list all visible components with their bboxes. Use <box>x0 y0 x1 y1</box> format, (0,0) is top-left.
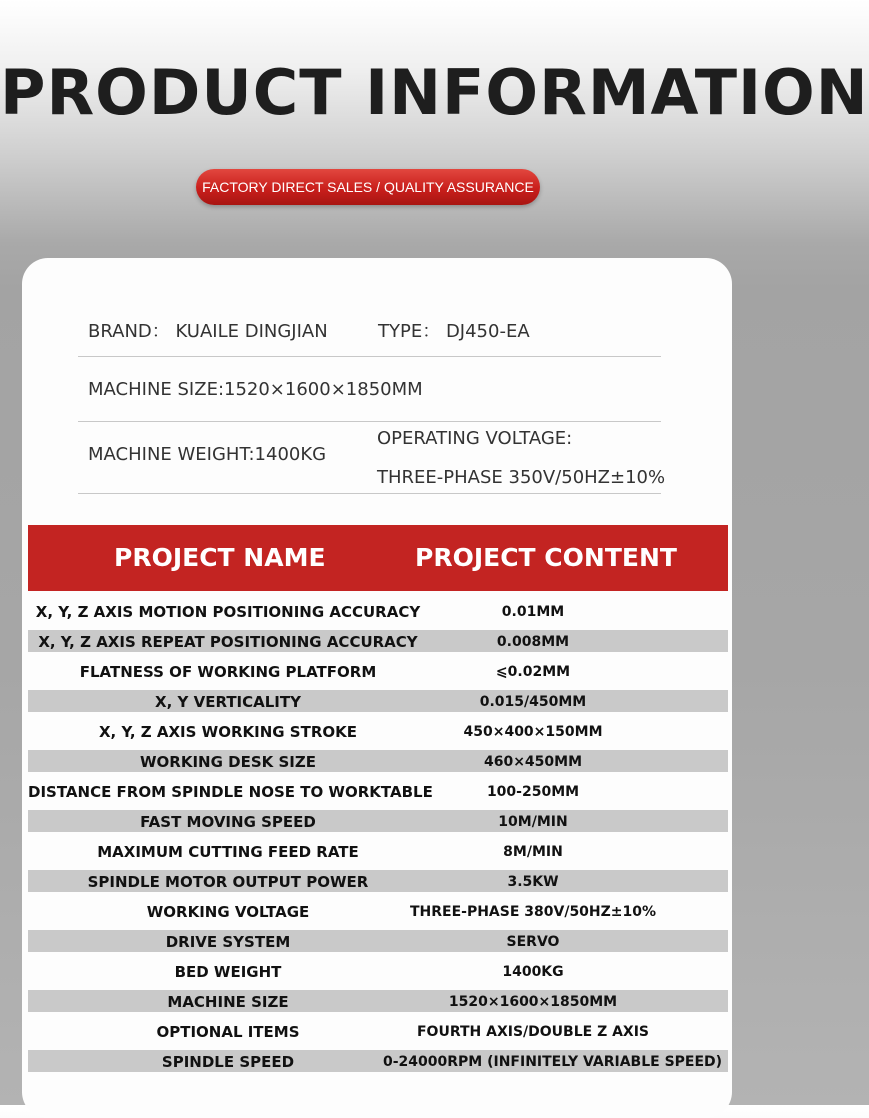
voltage-label: OPERATING VOLTAGE: <box>377 428 573 449</box>
table-row <box>28 927 728 957</box>
row-name: X, Y, Z AXIS REPEAT POSITIONING ACCURACY <box>38 633 418 651</box>
row-content: SERVO <box>506 934 560 950</box>
table-row <box>28 807 728 837</box>
table-row <box>28 837 728 867</box>
page-title: PRODUCT INFORMATION <box>0 56 869 129</box>
column-header-content: PROJECT CONTENT <box>415 543 677 572</box>
table-header <box>28 525 728 591</box>
row-content: 10M/MIN <box>498 814 568 830</box>
row-content: THREE-PHASE 380V/50HZ±10% <box>409 904 657 920</box>
table-row <box>28 657 728 687</box>
row-content: 0.01MM <box>501 604 565 620</box>
row-content: 460×450MM <box>483 754 583 770</box>
divider <box>78 421 661 422</box>
row-content: 0.015/450MM <box>479 694 587 710</box>
row-name: X, Y, Z AXIS MOTION POSITIONING ACCURACY <box>35 603 421 621</box>
row-name: MACHINE SIZE <box>167 993 289 1011</box>
row-name: MAXIMUM CUTTING FEED RATE <box>97 843 359 861</box>
table-row <box>28 897 728 927</box>
row-content: FOURTH AXIS/DOUBLE Z AXIS <box>416 1024 650 1040</box>
row-content: 450×400×150MM <box>463 724 603 740</box>
machine-weight-text: MACHINE WEIGHT:1400KG <box>88 444 327 465</box>
row-content: 1400KG <box>502 964 564 980</box>
row-content: 100-250MM <box>486 784 580 800</box>
row-name: X, Y VERTICALITY <box>155 693 301 711</box>
table-row <box>28 747 728 777</box>
voltage-value: THREE-PHASE 350V/50HZ±10% <box>377 467 666 488</box>
spec-table-body <box>28 597 728 1077</box>
table-row <box>28 597 728 627</box>
brand-text: BRAND： KUAILE DINGJIAN <box>88 321 328 342</box>
table-row <box>28 1047 728 1077</box>
table-row <box>28 867 728 897</box>
row-content: 3.5KW <box>507 874 559 890</box>
row-content: ⩽0.02MM <box>495 664 571 680</box>
type-text: TYPE： DJ450-EA <box>378 321 530 342</box>
machine-size-text: MACHINE SIZE:1520×1600×1850MM <box>88 379 423 400</box>
row-name: FLATNESS OF WORKING PLATFORM <box>79 663 377 681</box>
row-name: BED WEIGHT <box>174 963 282 981</box>
row-name: SPINDLE MOTOR OUTPUT POWER <box>87 873 369 891</box>
table-row <box>28 987 728 1017</box>
row-name: SPINDLE SPEED <box>161 1053 295 1071</box>
table-row <box>28 1017 728 1047</box>
row-name: X, Y, Z AXIS WORKING STROKE <box>98 723 357 741</box>
table-row <box>28 627 728 657</box>
row-content: 0-24000RPM (INFINITELY VARIABLE SPEED) <box>383 1054 723 1070</box>
row-content: 8M/MIN <box>503 844 563 860</box>
tagline-badge: FACTORY DIRECT SALES / QUALITY ASSURANCE <box>196 169 540 205</box>
row-name: DRIVE SYSTEM <box>165 933 291 951</box>
row-name: WORKING VOLTAGE <box>146 903 310 921</box>
row-content: 1520×1600×1850MM <box>448 994 618 1010</box>
row-content: 0.008MM <box>496 634 570 650</box>
table-row <box>28 687 728 717</box>
row-name: OPTIONAL ITEMS <box>156 1023 300 1041</box>
divider <box>78 356 661 357</box>
row-name: FAST MOVING SPEED <box>140 813 316 831</box>
divider <box>78 493 661 494</box>
column-header-name: PROJECT NAME <box>114 543 326 572</box>
row-name: WORKING DESK SIZE <box>140 753 316 771</box>
table-row <box>28 717 728 747</box>
table-row <box>28 777 728 807</box>
table-row <box>28 957 728 987</box>
row-name: DISTANCE FROM SPINDLE NOSE TO WORKTABLE <box>28 783 433 801</box>
